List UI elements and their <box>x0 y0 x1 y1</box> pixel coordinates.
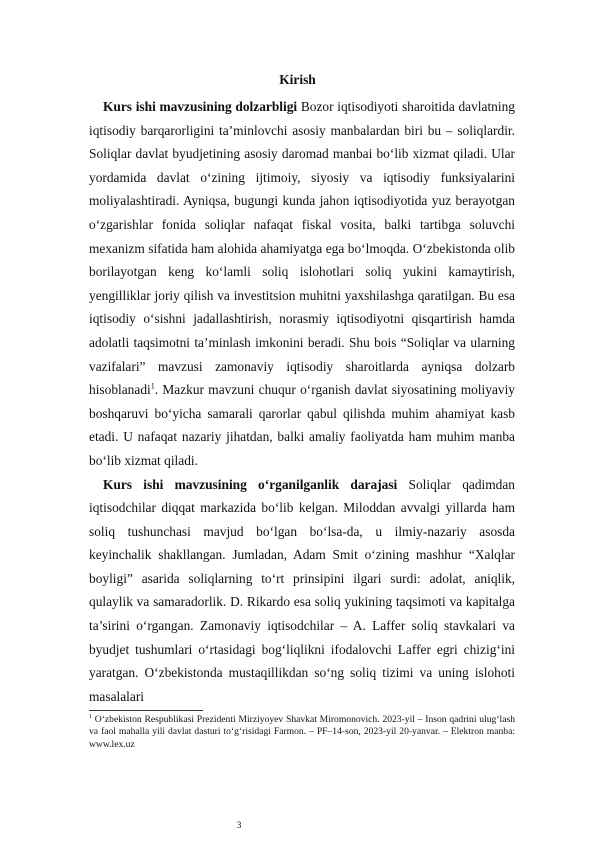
footnote-reference[interactable]: 1 <box>150 381 155 391</box>
page-number: 3 <box>236 820 242 831</box>
footnote <box>89 714 515 751</box>
paragraph-lead-relevance: Kurs ishi mavzusining dolzarbligi <box>103 99 298 114</box>
footnote-marker: 1 <box>89 713 92 720</box>
paragraph-study-level <box>89 473 515 709</box>
paragraph-text: Bozor iqtisodiyoti sharoitida davlatning iqtisodiy barqarorligini ta’minlovchi asosiy manbalardan biri bu – soliqlardir. Soliqlar davlat byudjetining asosiy daromad manbai bo‘lib xizmat qiladi. Ular yordamida davlat o‘zining ijtimoiy, siyosiy va iqtisodiy funksiyalarini moliyalashtiradi. Ayniqsa, bugungi kunda jahon iqtisodiyotida yuz berayotgan o‘zgarishlar fonida soliqlar nafaqat fiskal vosita, balki tartibga soluvchi mexanizm sifatida ham alohida ahamiyatga ega bo‘lmoqda. O‘zbekistonda olib borilayotgan keng ko‘lamli soliq islohotlari soliq yukini kamaytirish, yengilliklar joriy qilish va investitsion muhitni yaxshilashga qaratilgan. Bu esa iqtisodiy o‘sishni jadallashtirish, norasmiy iqtisodiyotni qisqartirish hamda adolatli taqsimotni ta’minlash imkonini beradi. Shu bois “Soliqlar va ularning vazifalari” mavzusi zamonaviy iqtisodiy sharoitlarda ayniqsa dolzarb hisoblanadi <box>89 99 515 398</box>
paragraph-relevance <box>89 95 515 473</box>
body-text <box>89 95 515 708</box>
paragraph-lead-study-level: Kurs ishi mavzusining o‘rganilganlik darajasi <box>103 476 398 492</box>
footnote-divider <box>89 710 203 711</box>
paragraph-text: Soliqlar qadimdan iqtisodchilar diqqat markazida bo‘lib kelgan. Miloddan avvalgi yillarda ham soliq tushunchasi mavjud bo‘lgan bo‘lsa-da, u ilmiy-nazariy asosda keyinchalik shakllangan. Jumladan, Adam Smit o‘zining mashhur “Xalqlar boyligi” asarida soliqlarning to‘rt prinsipini ilgari surdi: adolat, aniqlik, qulaylik va samaradorlik. D. Rikardo esa soliq yukining taqsimoti va kapitalga ta’sirini o‘rgangan. Zamonaviy iqtisodchilar – A. Laffer soliq stavkalari va byudjet tushumlari o‘rtasidagi bog‘liqlikni ifodalovchi Laffer egri chizig‘ini yaratgan. O‘zbekistonda mustaqillikdan so‘ng soliq tizimi va uning islohoti masalalari <box>89 476 515 704</box>
section-heading: Kirish <box>279 72 316 87</box>
paragraph-text: . Mazkur mavzuni chuqur o‘rganish davlat siyosatining moliyaviy boshqaruvi bo‘yicha samarali qarorlar qabul qilishda muhim ahamiyat kasb etadi. U nafaqat nazariy jihatdan, balki amaliy faoliyatda ham muhim manba bo‘lib xizmat qiladi. <box>89 382 515 468</box>
footnote-text: O‘zbekiston Respublikasi Prezidenti Mirziyoyev Shavkat Miromonovich. 2023-yil – Inson qadrini ulug‘lash va faol mahalla yili davlat dasturi to‘g‘risidagi Farmon. – PF–14-son, 2023-yil 20-yanvar. – Elektron manba: www.lex.uz <box>89 714 515 750</box>
